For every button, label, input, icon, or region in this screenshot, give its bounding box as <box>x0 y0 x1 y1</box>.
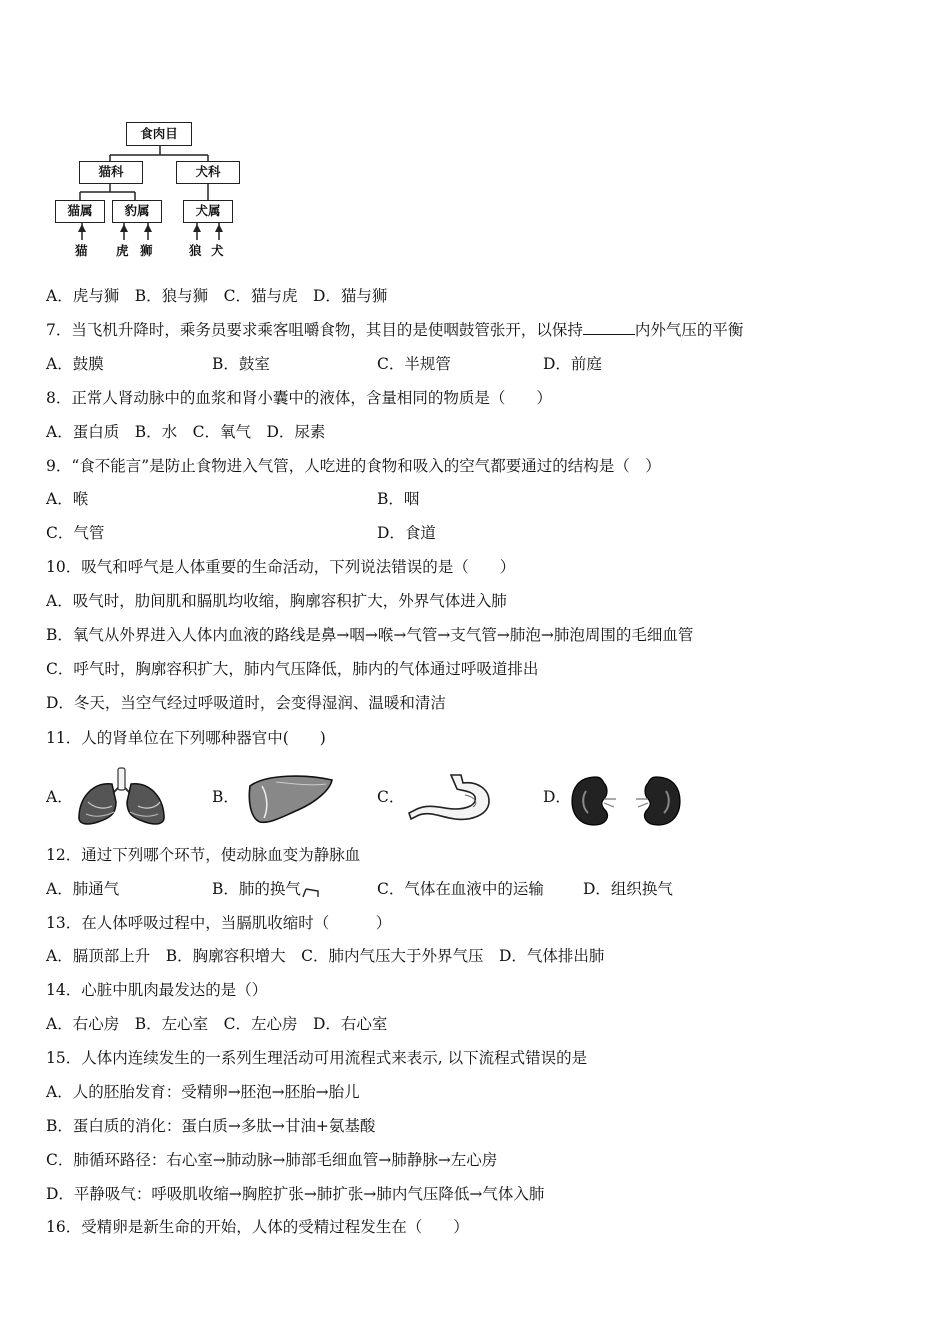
q15-option-b: B．蛋白质的消化：蛋白质→多肽→甘油+氨基酸 <box>46 1117 376 1135</box>
q9-option-c: C．气管 <box>46 524 105 542</box>
q10-option-b: B．氧气从外界进入人体内血液的路线是鼻→咽→喉→气管→支气管→肺泡→肺泡周围的毛细血管 <box>46 626 694 644</box>
q10-option-c: C．呼气时，胸廓容积扩大，肺内气压降低，肺内的气体通过呼吸道排出 <box>46 660 539 678</box>
q8-stem: 8．正常人肾动脉中的血浆和肾小囊中的液体，含量相同的物质是（ ） <box>46 389 552 407</box>
lungs-image <box>76 766 166 830</box>
diagram-species-wolf: 狼 <box>189 243 202 258</box>
q13-options: A．膈顶部上升 B．胸廓容积增大 C．肺内气压大于外界气压 D．气体排出肺 <box>46 947 605 965</box>
q15-option-c: C．肺循环路径：右心室→肺动脉→肺部毛细血管→肺静脉→左心房 <box>46 1151 498 1169</box>
q15-option-a: A．人的胚胎发育：受精卵→胚泡→胚胎→胎儿 <box>46 1083 360 1101</box>
q16-stem: 16．受精卵是新生命的开始，人体的受精过程发生在（ ） <box>46 1218 469 1236</box>
diagram-family-cat: 猫科 <box>79 161 143 184</box>
q8-options: A．蛋白质 B．水 C．氧气 D．尿素 <box>46 423 326 441</box>
q9-stem: 9．“食不能言”是防止食物进入气管，人吃进的食物和吸入的空气都要通过的结构是（ ） <box>46 457 661 475</box>
q7-stem-a: 7．当飞机升降时，乘务员要求乘客咀嚼食物，其目的是使咽鼓管张开，以保持 <box>46 321 583 339</box>
q15-option-d: D．平静吸气：呼吸肌收缩→胸腔扩张→肺扩张→肺内气压降低→气体入肺 <box>46 1185 545 1203</box>
q11-option-b: B． <box>212 788 239 806</box>
q10-option-d: D．冬天，当空气经过呼吸道时，会变得湿润、温暖和清洁 <box>46 694 446 712</box>
stomach-image <box>405 771 497 827</box>
q14-stem: 14．心脏中肌肉最发达的是（） <box>46 981 268 999</box>
q12-stem: 12．通过下列哪个环节，使动脉血变为静脉血 <box>46 846 361 864</box>
q13-stem: 13．在人体呼吸过程中，当膈肌收缩时（ ） <box>46 914 392 932</box>
q7-stem-b: 内外气压的平衡 <box>634 321 744 339</box>
q7-option-a: A．鼓膜 <box>46 355 104 373</box>
q9-option-b: B．咽 <box>377 490 420 508</box>
q12-option-a: A．肺通气 <box>46 880 120 898</box>
q9-option-d: D．食道 <box>377 524 436 542</box>
q7-option-d: D．前庭 <box>543 355 602 373</box>
q11-option-a: A． <box>46 788 73 806</box>
diagram-root-box: 食肉目 <box>126 122 192 146</box>
diagram-genus-felis: 猫属 <box>55 200 105 223</box>
diagram-genus-panthera: 豹属 <box>112 200 162 223</box>
q14-options: A．右心房 B．左心室 C．左心房 D．右心室 <box>46 1015 388 1033</box>
q11-option-d: D． <box>543 788 571 806</box>
diagram-species-lion: 狮 <box>140 243 153 258</box>
diagram-family-dog: 犬科 <box>176 161 240 184</box>
stray-mark <box>302 887 320 899</box>
q7-blank <box>583 320 635 335</box>
q12-option-d: D．组织换气 <box>583 880 673 898</box>
q11-stem: 11．人的肾单位在下列哪种器官中( ) <box>46 729 326 747</box>
q7-option-b: B．鼓室 <box>212 355 270 373</box>
diagram-species-tiger: 虎 <box>116 243 129 258</box>
q10-stem: 10．吸气和呼气是人体重要的生命活动，下列说法错误的是（ ） <box>46 558 516 576</box>
q7-option-c: C．半规管 <box>377 355 451 373</box>
diagram-genus-canis: 犬属 <box>183 200 233 223</box>
q15-stem: 15．人体内连续发生的一系列生理活动可用流程式来表示, 以下流程式错误的是 <box>46 1049 588 1067</box>
q10-option-a: A．吸气时，肋间肌和膈肌均收缩，胸廓容积扩大，外界气体进入肺 <box>46 592 507 610</box>
kidneys-image <box>570 773 682 829</box>
q9-option-a: A．喉 <box>46 490 89 508</box>
diagram-species-cat: 猫 <box>75 243 88 258</box>
q12-option-c: C．气体在血液中的运输 <box>377 880 544 898</box>
liver-image <box>246 772 336 828</box>
q6-options: A．虎与狮 B．狼与狮 C．猫与虎 D．猫与狮 <box>46 287 388 305</box>
diagram-species-dog: 犬 <box>211 243 224 258</box>
q11-option-c: C． <box>377 788 405 806</box>
q12-option-b: B．肺的换气 <box>212 880 301 898</box>
q7-stem <box>46 320 743 340</box>
